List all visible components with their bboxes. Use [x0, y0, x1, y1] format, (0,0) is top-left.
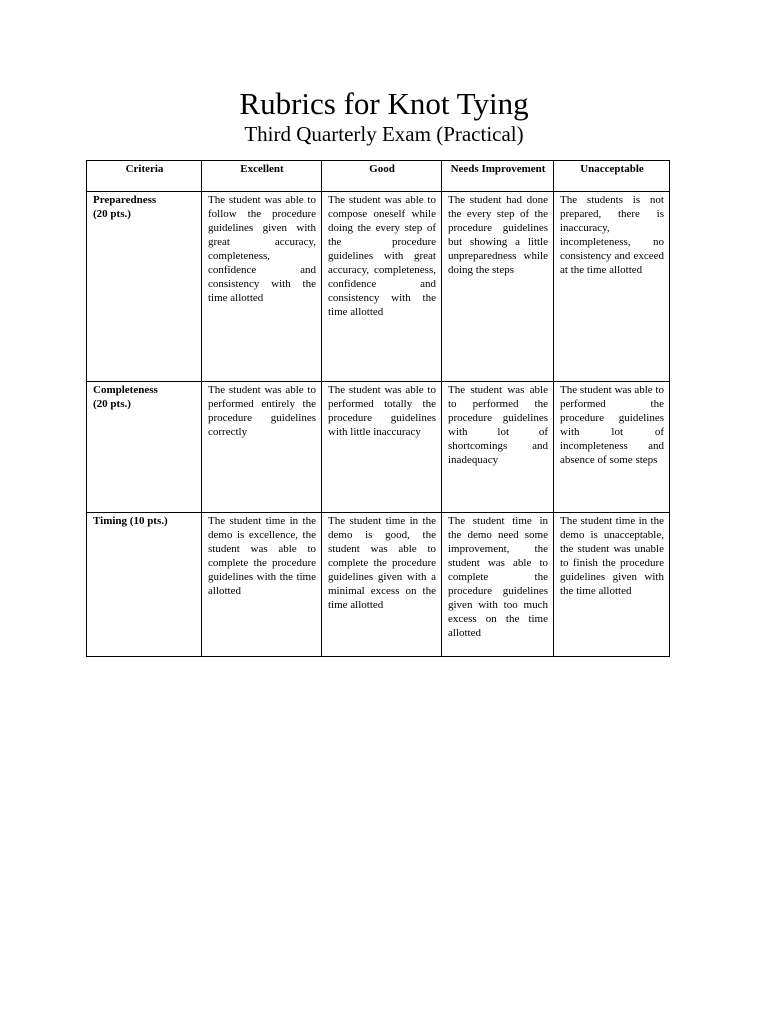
criteria-name: Timing	[93, 515, 128, 527]
document-title: Rubrics for Knot Tying	[239, 86, 529, 121]
criteria-points: (20 pts.)	[93, 208, 131, 220]
excellent-cell: The student was able to follow the procedure guidelines given with great accuracy, completeness, confidence and consistency with the time allotted	[202, 192, 322, 382]
header-criteria: Criteria	[87, 161, 202, 192]
table-row	[87, 513, 670, 657]
rubric-table	[86, 160, 670, 657]
table-row	[87, 382, 670, 513]
good-cell: The student was able to performed totally the procedure guidelines with little inaccuracy	[322, 382, 442, 513]
criteria-cell	[87, 192, 202, 382]
criteria-cell	[87, 382, 202, 513]
good-cell: The student time in the demo is good, the student was able to complete the procedure guidelines given with a minimal excess on the time allotted	[322, 513, 442, 657]
criteria-name: Completeness	[93, 384, 158, 396]
criteria-points: (10 pts.)	[129, 515, 168, 527]
needs-improvement-cell: The student was able to performed the procedure guidelines with lot of shortcomings and inadequacy	[442, 382, 554, 513]
criteria-points: (20 pts.)	[93, 398, 131, 410]
unacceptable-cell: The student was able to performed the procedure guidelines with lot of incompleteness and absence of some steps	[554, 382, 670, 513]
criteria-name: Preparedness	[93, 194, 157, 206]
criteria-cell	[87, 513, 202, 657]
unacceptable-cell: The students is not prepared, there is inaccuracy, incompleteness, no consistency and exceed at the time allotted	[554, 192, 670, 382]
header-good: Good	[322, 161, 442, 192]
excellent-cell: The student time in the demo is excellence, the student was able to complete the procedure guidelines with the time allotted	[202, 513, 322, 657]
excellent-cell: The student was able to performed entirely the procedure guidelines correctly	[202, 382, 322, 513]
header-needs-improvement: Needs Improvement	[442, 161, 554, 192]
header-excellent: Excellent	[202, 161, 322, 192]
good-cell: The student was able to compose oneself while doing the every step of the procedure guidelines with great accuracy, completeness, confidence and consistency with the time allotted	[322, 192, 442, 382]
needs-improvement-cell: The student time in the demo need some improvement, the student was able to complete the procedure guidelines given with too much excess on the time allotted	[442, 513, 554, 657]
needs-improvement-cell: The student had done the every step of the procedure guidelines but showing a little unpreparedness while doing the steps	[442, 192, 554, 382]
header-unacceptable: Unacceptable	[554, 161, 670, 192]
unacceptable-cell: The student time in the demo is unacceptable, the student was unable to finish the procedure guidelines given with the time allotted	[554, 513, 670, 657]
document-subtitle: Third Quarterly Exam (Practical)	[244, 122, 524, 146]
table-header-row	[87, 161, 670, 192]
table-row	[87, 192, 670, 382]
